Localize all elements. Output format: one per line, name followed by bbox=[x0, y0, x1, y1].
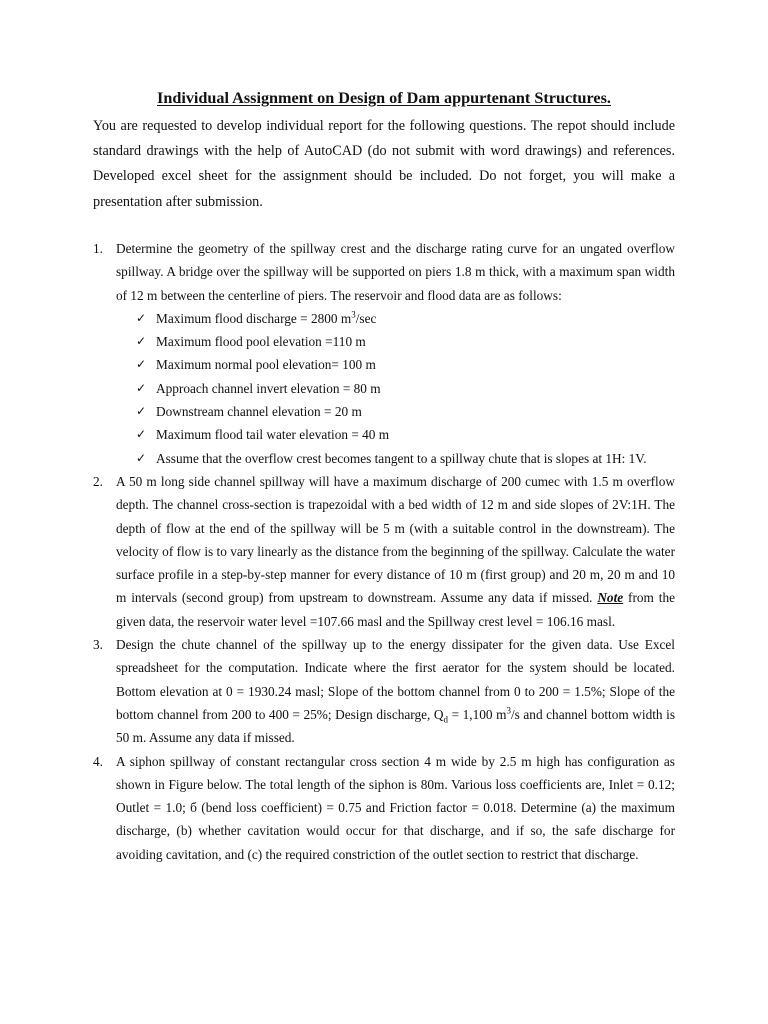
page-title-text: Individual Assignment on Design of Dam appurtenant Structures. bbox=[157, 89, 611, 107]
checkmark-icon: ✓ bbox=[136, 357, 147, 372]
question-list bbox=[93, 237, 675, 866]
bullet-text: Approach channel invert elevation = 80 m bbox=[156, 380, 381, 396]
checkmark-icon: ✓ bbox=[136, 380, 147, 395]
bullet-text: Maximum flood pool elevation =110 m bbox=[156, 334, 366, 350]
superscript: 3 bbox=[351, 309, 356, 320]
bullet-text: Maximum flood discharge = 2800 m bbox=[156, 310, 352, 326]
subscript: d bbox=[443, 714, 449, 725]
bullet-text: Maximum flood tail water elevation = 40 m bbox=[156, 427, 390, 443]
checkmark-icon: ✓ bbox=[136, 404, 147, 419]
checkmark-icon: ✓ bbox=[136, 334, 147, 349]
question-4 bbox=[93, 750, 675, 866]
question-number: 3. bbox=[93, 637, 103, 653]
bullet-text: Assume that the overflow crest becomes tangent to a spillway chute that is slopes at 1H: 1V. bbox=[156, 450, 647, 466]
superscript: 3 bbox=[506, 705, 511, 716]
question-text-part: = 1,100 m bbox=[451, 706, 507, 722]
question-text bbox=[116, 633, 675, 749]
question-text bbox=[116, 470, 675, 633]
list-item bbox=[136, 423, 675, 446]
question-text-part: from the given data, the reservoir water level =107.66 masl and the Spillway crest level = 106.16 masl. bbox=[116, 590, 676, 629]
list-item bbox=[136, 307, 675, 330]
list-item bbox=[136, 400, 675, 423]
bullet-text: Maximum normal pool elevation= 100 m bbox=[156, 357, 376, 373]
question-text-part: Design the chute channel of the spillway up to the energy dissipater for the given data. Use Excel spreadsheet for the computation. Indicate where the first aerator for the system should be located. Bottom elevation at 0 = 1930.24 masl; Slope of the bottom channel from 0 to 200 = 1.5%; Slope of the bottom channel from 200 to 400 = 25%; Design discharge, Q bbox=[116, 637, 675, 722]
question-2 bbox=[93, 470, 675, 633]
page-title bbox=[0, 88, 768, 108]
question-3 bbox=[93, 633, 675, 749]
list-item bbox=[136, 447, 675, 470]
bullet-text: Downstream channel elevation = 20 m bbox=[156, 404, 362, 420]
intro-paragraph: You are requested to develop individual report for the following questions. The repot should include standard drawings with the help of AutoCAD (do not submit with word drawings) and references. Developed excel sheet for the assignment should be included. Do not forget, you will make a presentation after submission. bbox=[93, 118, 675, 210]
flood-data-list bbox=[116, 307, 675, 470]
checkmark-icon: ✓ bbox=[136, 427, 147, 442]
list-item bbox=[136, 353, 675, 376]
list-item bbox=[136, 377, 675, 400]
list-item bbox=[136, 330, 675, 353]
checkmark-icon: ✓ bbox=[136, 450, 147, 465]
question-number: 2. bbox=[93, 473, 103, 489]
checkmark-icon: ✓ bbox=[136, 310, 147, 325]
question-text: Determine the geometry of the spillway crest and the discharge rating curve for an ungated overflow spillway. A bridge over the spillway will be supported on piers 1.8 m thick, with a maximum span width of 12 m between the centerline of piers. The reservoir and flood data are as follows: bbox=[116, 241, 675, 303]
question-number: 4. bbox=[93, 753, 103, 769]
bullet-text-unit: /sec bbox=[355, 310, 377, 326]
question-1 bbox=[93, 237, 675, 470]
question-text: A siphon spillway of constant rectangular cross section 4 m wide by 2.5 m high has configuration as shown in Figure below. The total length of the siphon is 80m. Various loss coefficients are, Inlet = 0.12; Outlet = 1.0; б (bend loss coefficient) = 0.75 and Friction factor = 0.018. Determine (a) the maximum discharge, (b) whether cavitation would occur for that discharge, and if so, the safe discharge for avoiding cavitation, and (c) the required constriction of the outlet section to restrict that discharge. bbox=[116, 753, 675, 862]
question-number: 1. bbox=[93, 241, 103, 256]
question-text-part: A 50 m long side channel spillway will have a maximum discharge of 200 cumec with 1.5 m overflow depth. The channel cross-section is trapezoidal with a bed width of 12 m and side slopes of 2V:1H. The depth of flow at the end of the spillway will be 5 m (with a suitable control in the downstream). The velocity of flow is to vary linearly as the distance from the beginning of the spillway. Calculate the water surface profile in a step-by-step manner for every distance of 10 m (first group) and 20 m, 20 m and 10 m intervals (second group) from upstream to downstream. Assume any data if missed. bbox=[116, 473, 675, 606]
note-label: Note bbox=[597, 590, 624, 606]
question-text-part: /s and channel bottom width is 50 m. Assume any data if missed. bbox=[116, 706, 675, 746]
